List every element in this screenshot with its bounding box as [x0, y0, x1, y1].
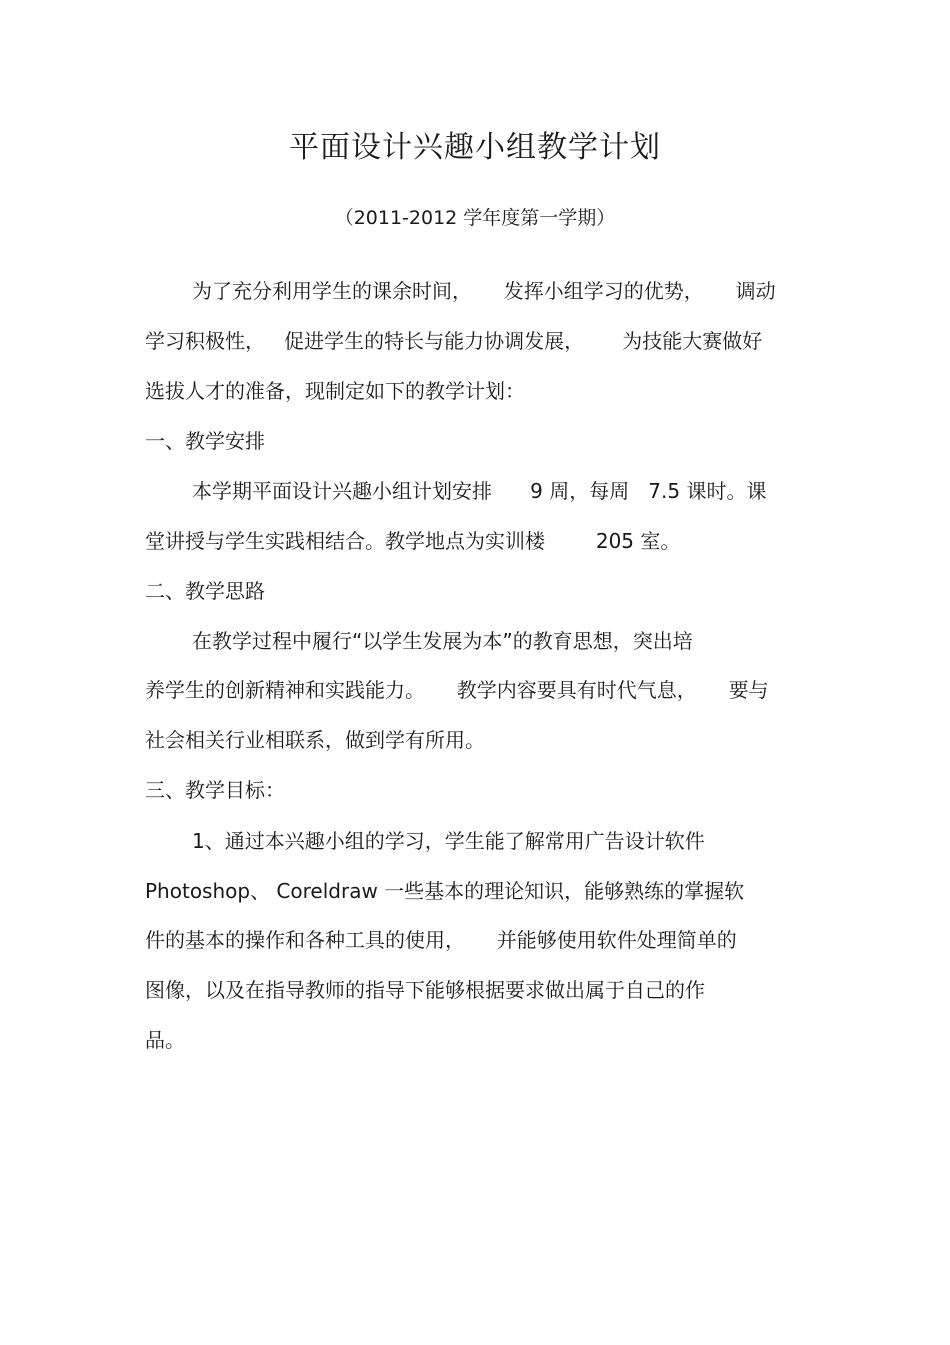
document-title: 平面设计兴趣小组教学计划 — [289, 130, 661, 165]
section-heading-2: 二、教学思路 — [145, 579, 265, 603]
goal-line-1: 1、通过本兴趣小组的学习，学生能了解常用广告设计软件 — [192, 829, 705, 853]
approach-line-3: 社会相关行业相联系，做到学有所用。 — [145, 728, 485, 752]
approach-line-2: 养学生的创新精神和实践能力。 教学内容要具有时代气息， 要与 — [145, 678, 769, 702]
intro-line-1: 为了充分利用学生的课余时间， 发挥小组学习的优势， 调动 — [192, 279, 776, 303]
goal-line-4: 图像，以及在指导教师的指导下能够根据要求做出属于自己的作 — [145, 978, 705, 1002]
arrangement-line-1: 本学期平面设计兴趣小组计划安排 9 周，每周 7.5 课时。课 — [192, 479, 767, 503]
intro-line-3: 选拔人才的准备，现制定如下的教学计划： — [145, 379, 525, 403]
goal-line-3: 件的基本的操作和各种工具的使用， 并能够使用软件处理简单的 — [145, 928, 737, 952]
section-heading-3: 三、教学目标： — [145, 778, 285, 802]
arrangement-line-2: 堂讲授与学生实践相结合。教学地点为实训楼 205 室。 — [145, 529, 681, 553]
section-heading-1: 一、教学安排 — [145, 429, 265, 453]
document-subtitle: （2011-2012 学年度第一学期） — [334, 207, 616, 229]
goal-line-5: 品。 — [145, 1028, 185, 1052]
approach-line-1: 在教学过程中履行“以学生发展为本”的教育思想，突出培 — [192, 629, 693, 653]
intro-line-2: 学习积极性， 促进学生的特长与能力协调发展， 为技能大赛做好 — [145, 329, 763, 353]
goal-line-2: Photoshop、 Coreldraw 一些基本的理论知识，能够熟练的掌握软 — [145, 879, 745, 903]
